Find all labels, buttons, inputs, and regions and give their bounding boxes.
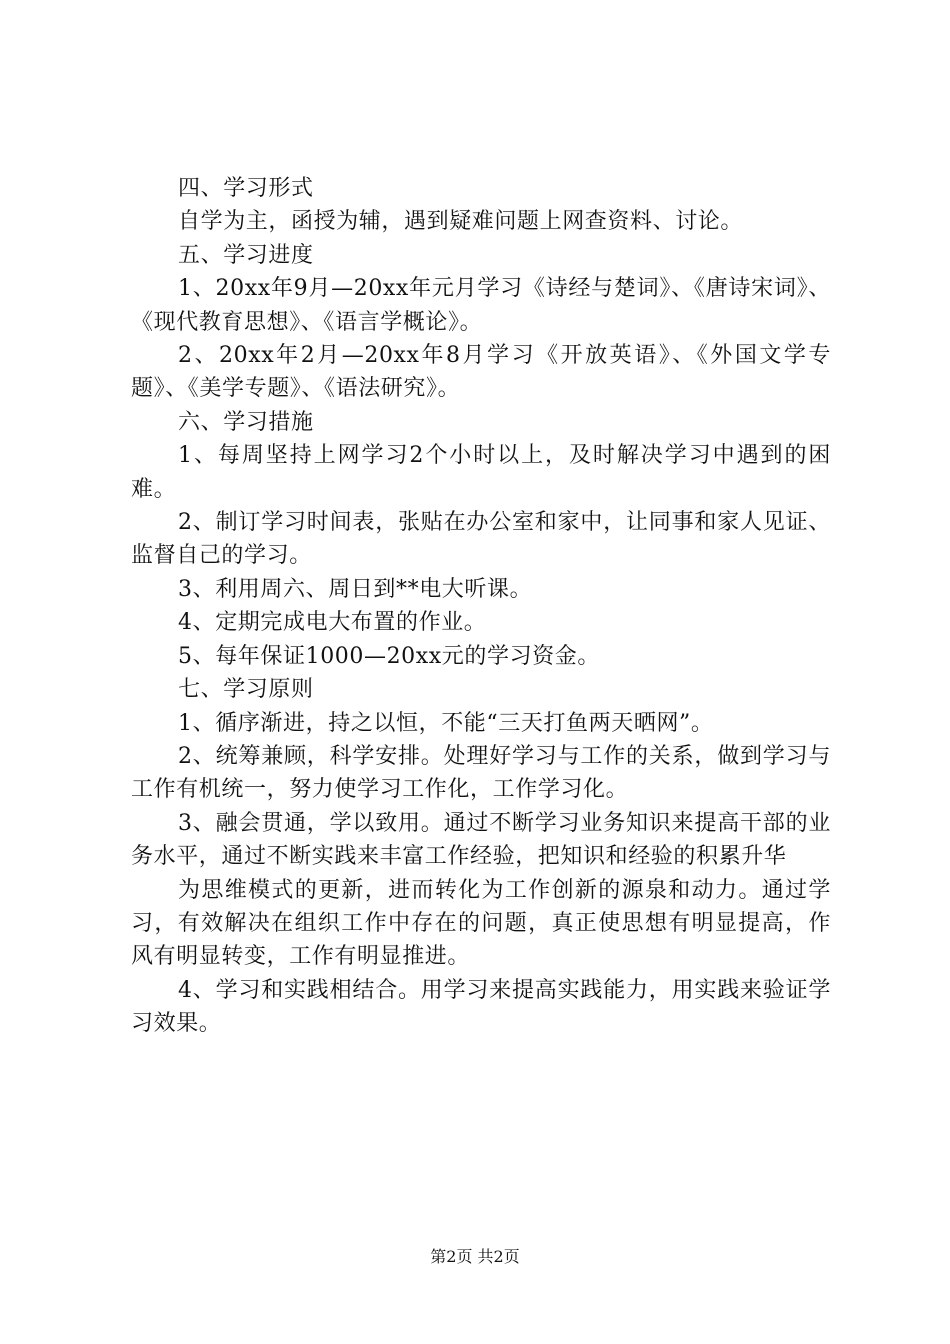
paragraph-principle-2: 2、统筹兼顾，科学安排。处理好学习与工作的关系，做到学习与工作有机统一，努力使学习工作化，工作学习化。 [131,743,831,803]
paragraph-measure-1: 1、每周坚持上网学习2个小时以上，及时解决学习中遇到的困难。 [131,443,831,502]
paragraph-measure-4: 4、定期完成电大布置的作业。 [178,610,487,636]
section-heading-form: 四、学习形式 [178,176,314,201]
page-footer: 第2页 共2页 [430,1247,520,1266]
section-heading-measures: 六、学习措施 [178,409,314,435]
paragraph-measure-3: 3、利用周六、周日到**电大听课。 [178,576,533,602]
paragraph-measure-5: 5、每年保证1000—20xx元的学习资金。 [178,643,600,669]
paragraph-form: 自学为主，函授为辅，遇到疑难问题上网查资料、讨论。 [178,209,744,235]
section-heading-principles: 七、学习原则 [178,677,314,703]
paragraph-principle-1: 1、循序渐进，持之以恒，不能“三天打鱼两天晒网”。 [178,710,714,736]
paragraph-schedule-2: 2、20xx年2月—20xx年8月学习《开放英语》、《外国文学专题》、《美学专题》、《语法研究》。 [131,343,831,402]
paragraph-principle-3: 3、融会贯通，学以致用。通过不断学习业务知识来提高干部的业务水平，通过不断实践来丰富工作经验，把知识和经验的积累升华 [131,810,831,870]
paragraph-principle-3-continued: 为思维模式的更新，进而转化为工作创新的源泉和动力。通过学习，有效解决在组织工作中存在的问题，真正使思想有明显提高，作风有明显转变，工作有明显推进。 [131,877,831,970]
paragraph-principle-4: 4、学习和实践相结合。用学习来提高实践能力，用实践来验证学习效果。 [131,977,831,1037]
paragraph-measure-2: 2、制订学习时间表，张贴在办公室和家中，让同事和家人见证、监督自己的学习。 [131,510,831,569]
section-heading-schedule: 五、学习进度 [178,242,314,268]
paragraph-schedule-1: 1、20xx年9月—20xx年元月学习《诗经与楚词》、《唐诗宋词》、《现代教育思想》、《语言学概论》。 [131,276,831,335]
document-body [131,172,831,1041]
